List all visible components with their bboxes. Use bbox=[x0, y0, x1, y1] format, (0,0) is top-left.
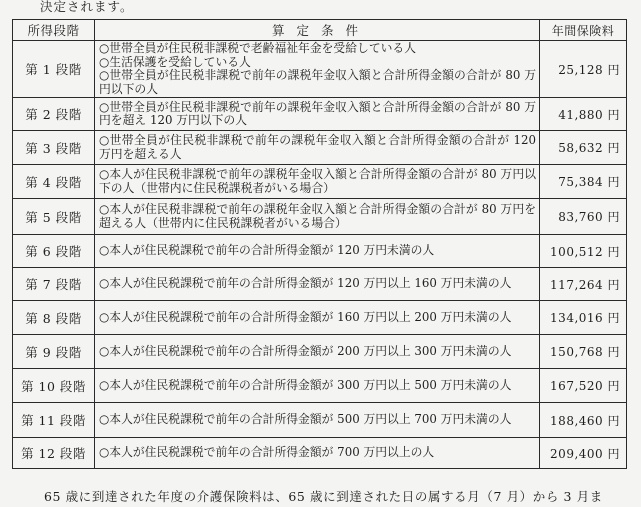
footer-text: 65 歳に到達された年度の介護保険料は、65 歳に到達された日の属する月（7 月）から 3 月ま bbox=[44, 489, 603, 504]
table-header-row bbox=[13, 20, 627, 41]
condition-line: ○本人が住民税非課税で前年の課税年金収入額と合計所得金額の合計が 80 万円以下の人（世帯内に住民税課税者がいる場合） bbox=[99, 167, 536, 195]
fee-cell: 75,384 円 bbox=[540, 165, 627, 199]
condition-cell bbox=[95, 438, 540, 469]
stage-cell: 第 10 段階 bbox=[13, 369, 95, 403]
condition-line: ○生活保護を受給している人 bbox=[99, 54, 251, 69]
condition-line: ○本人が住民税課税で前年の合計所得金額が 300 万円以上 500 万円未満の人 bbox=[99, 377, 512, 392]
fee-cell: 117,264 円 bbox=[540, 268, 627, 301]
header-fee: 年間保険料 bbox=[540, 20, 627, 41]
condition-line: ○世帯全員が住民税非課税で前年の課税年金収入額と合計所得金額の合計が 80 万円を超え 120 万円以下の人 bbox=[99, 99, 536, 127]
premium-table bbox=[12, 19, 627, 469]
intro-text: 決定されます。 bbox=[40, 0, 134, 14]
condition-cell bbox=[95, 199, 540, 235]
fee-cell: 100,512 円 bbox=[540, 235, 627, 268]
table-row bbox=[13, 41, 627, 98]
fee-cell: 150,768 円 bbox=[540, 335, 627, 369]
condition-line: ○本人が住民税課税で前年の合計所得金額が 700 万円以上の人 bbox=[99, 445, 435, 460]
fee-cell: 188,460 円 bbox=[540, 403, 627, 438]
stage-cell: 第 3 段階 bbox=[13, 131, 95, 165]
table-row bbox=[13, 235, 627, 268]
table-row bbox=[13, 438, 627, 469]
table-row bbox=[13, 131, 627, 165]
condition-cell bbox=[95, 131, 540, 165]
condition-line: ○本人が住民税課税で前年の合計所得金額が 160 万円以上 200 万円未満の人 bbox=[99, 309, 512, 324]
condition-cell bbox=[95, 41, 540, 98]
header-condition: 算 定 条 件 bbox=[95, 20, 540, 41]
stage-cell: 第 4 段階 bbox=[13, 165, 95, 199]
condition-cell bbox=[95, 403, 540, 438]
stage-cell: 第 5 段階 bbox=[13, 199, 95, 235]
condition-line: ○本人が住民税非課税で前年の課税年金収入額と合計所得金額の合計が 80 万円を超える人（世帯内に住民税課税者がいる場合） bbox=[99, 202, 536, 230]
fee-cell: 58,632 円 bbox=[540, 131, 627, 165]
table-row bbox=[13, 301, 627, 335]
fee-cell: 25,128 円 bbox=[540, 41, 627, 98]
table-row bbox=[13, 165, 627, 199]
condition-cell bbox=[95, 335, 540, 369]
condition-cell bbox=[95, 369, 540, 403]
stage-cell: 第 6 段階 bbox=[13, 235, 95, 268]
fee-cell: 209,400 円 bbox=[540, 438, 627, 469]
condition-cell bbox=[95, 268, 540, 301]
condition-line: ○世帯全員が住民税非課税で前年の課税年金収入額と合計所得金額の合計が 120 万円を超える人 bbox=[99, 133, 536, 161]
table-row bbox=[13, 335, 627, 369]
condition-line: ○世帯全員が住民税非課税で前年の課税年金収入額と合計所得金額の合計が 80 万円以下の人 bbox=[99, 68, 536, 96]
condition-line: ○本人が住民税課税で前年の合計所得金額が 120 万円未満の人 bbox=[99, 243, 435, 258]
fee-cell: 134,016 円 bbox=[540, 301, 627, 335]
condition-line: ○世帯全員が住民税非課税で老齢福祉年金を受給している人 bbox=[99, 41, 417, 55]
stage-cell: 第 12 段階 bbox=[13, 438, 95, 469]
header-stage: 所得段階 bbox=[13, 20, 95, 41]
table-row bbox=[13, 369, 627, 403]
table-row bbox=[13, 268, 627, 301]
condition-cell bbox=[95, 301, 540, 335]
stage-cell: 第 8 段階 bbox=[13, 301, 95, 335]
condition-cell bbox=[95, 235, 540, 268]
fee-cell: 83,760 円 bbox=[540, 199, 627, 235]
condition-cell bbox=[95, 165, 540, 199]
fee-cell: 167,520 円 bbox=[540, 369, 627, 403]
stage-cell: 第 2 段階 bbox=[13, 98, 95, 131]
condition-line: ○本人が住民税課税で前年の合計所得金額が 120 万円以上 160 万円未満の人 bbox=[99, 276, 512, 291]
table-row bbox=[13, 98, 627, 131]
stage-cell: 第 11 段階 bbox=[13, 403, 95, 438]
condition-line: ○本人が住民税課税で前年の合計所得金額が 500 万円以上 700 万円未満の人 bbox=[99, 412, 512, 427]
condition-line: ○本人が住民税課税で前年の合計所得金額が 200 万円以上 300 万円未満の人 bbox=[99, 343, 512, 358]
stage-cell: 第 1 段階 bbox=[13, 41, 95, 98]
condition-cell bbox=[95, 98, 540, 131]
table-row bbox=[13, 199, 627, 235]
fee-cell: 41,880 円 bbox=[540, 98, 627, 131]
table-row bbox=[13, 403, 627, 438]
stage-cell: 第 7 段階 bbox=[13, 268, 95, 301]
stage-cell: 第 9 段階 bbox=[13, 335, 95, 369]
